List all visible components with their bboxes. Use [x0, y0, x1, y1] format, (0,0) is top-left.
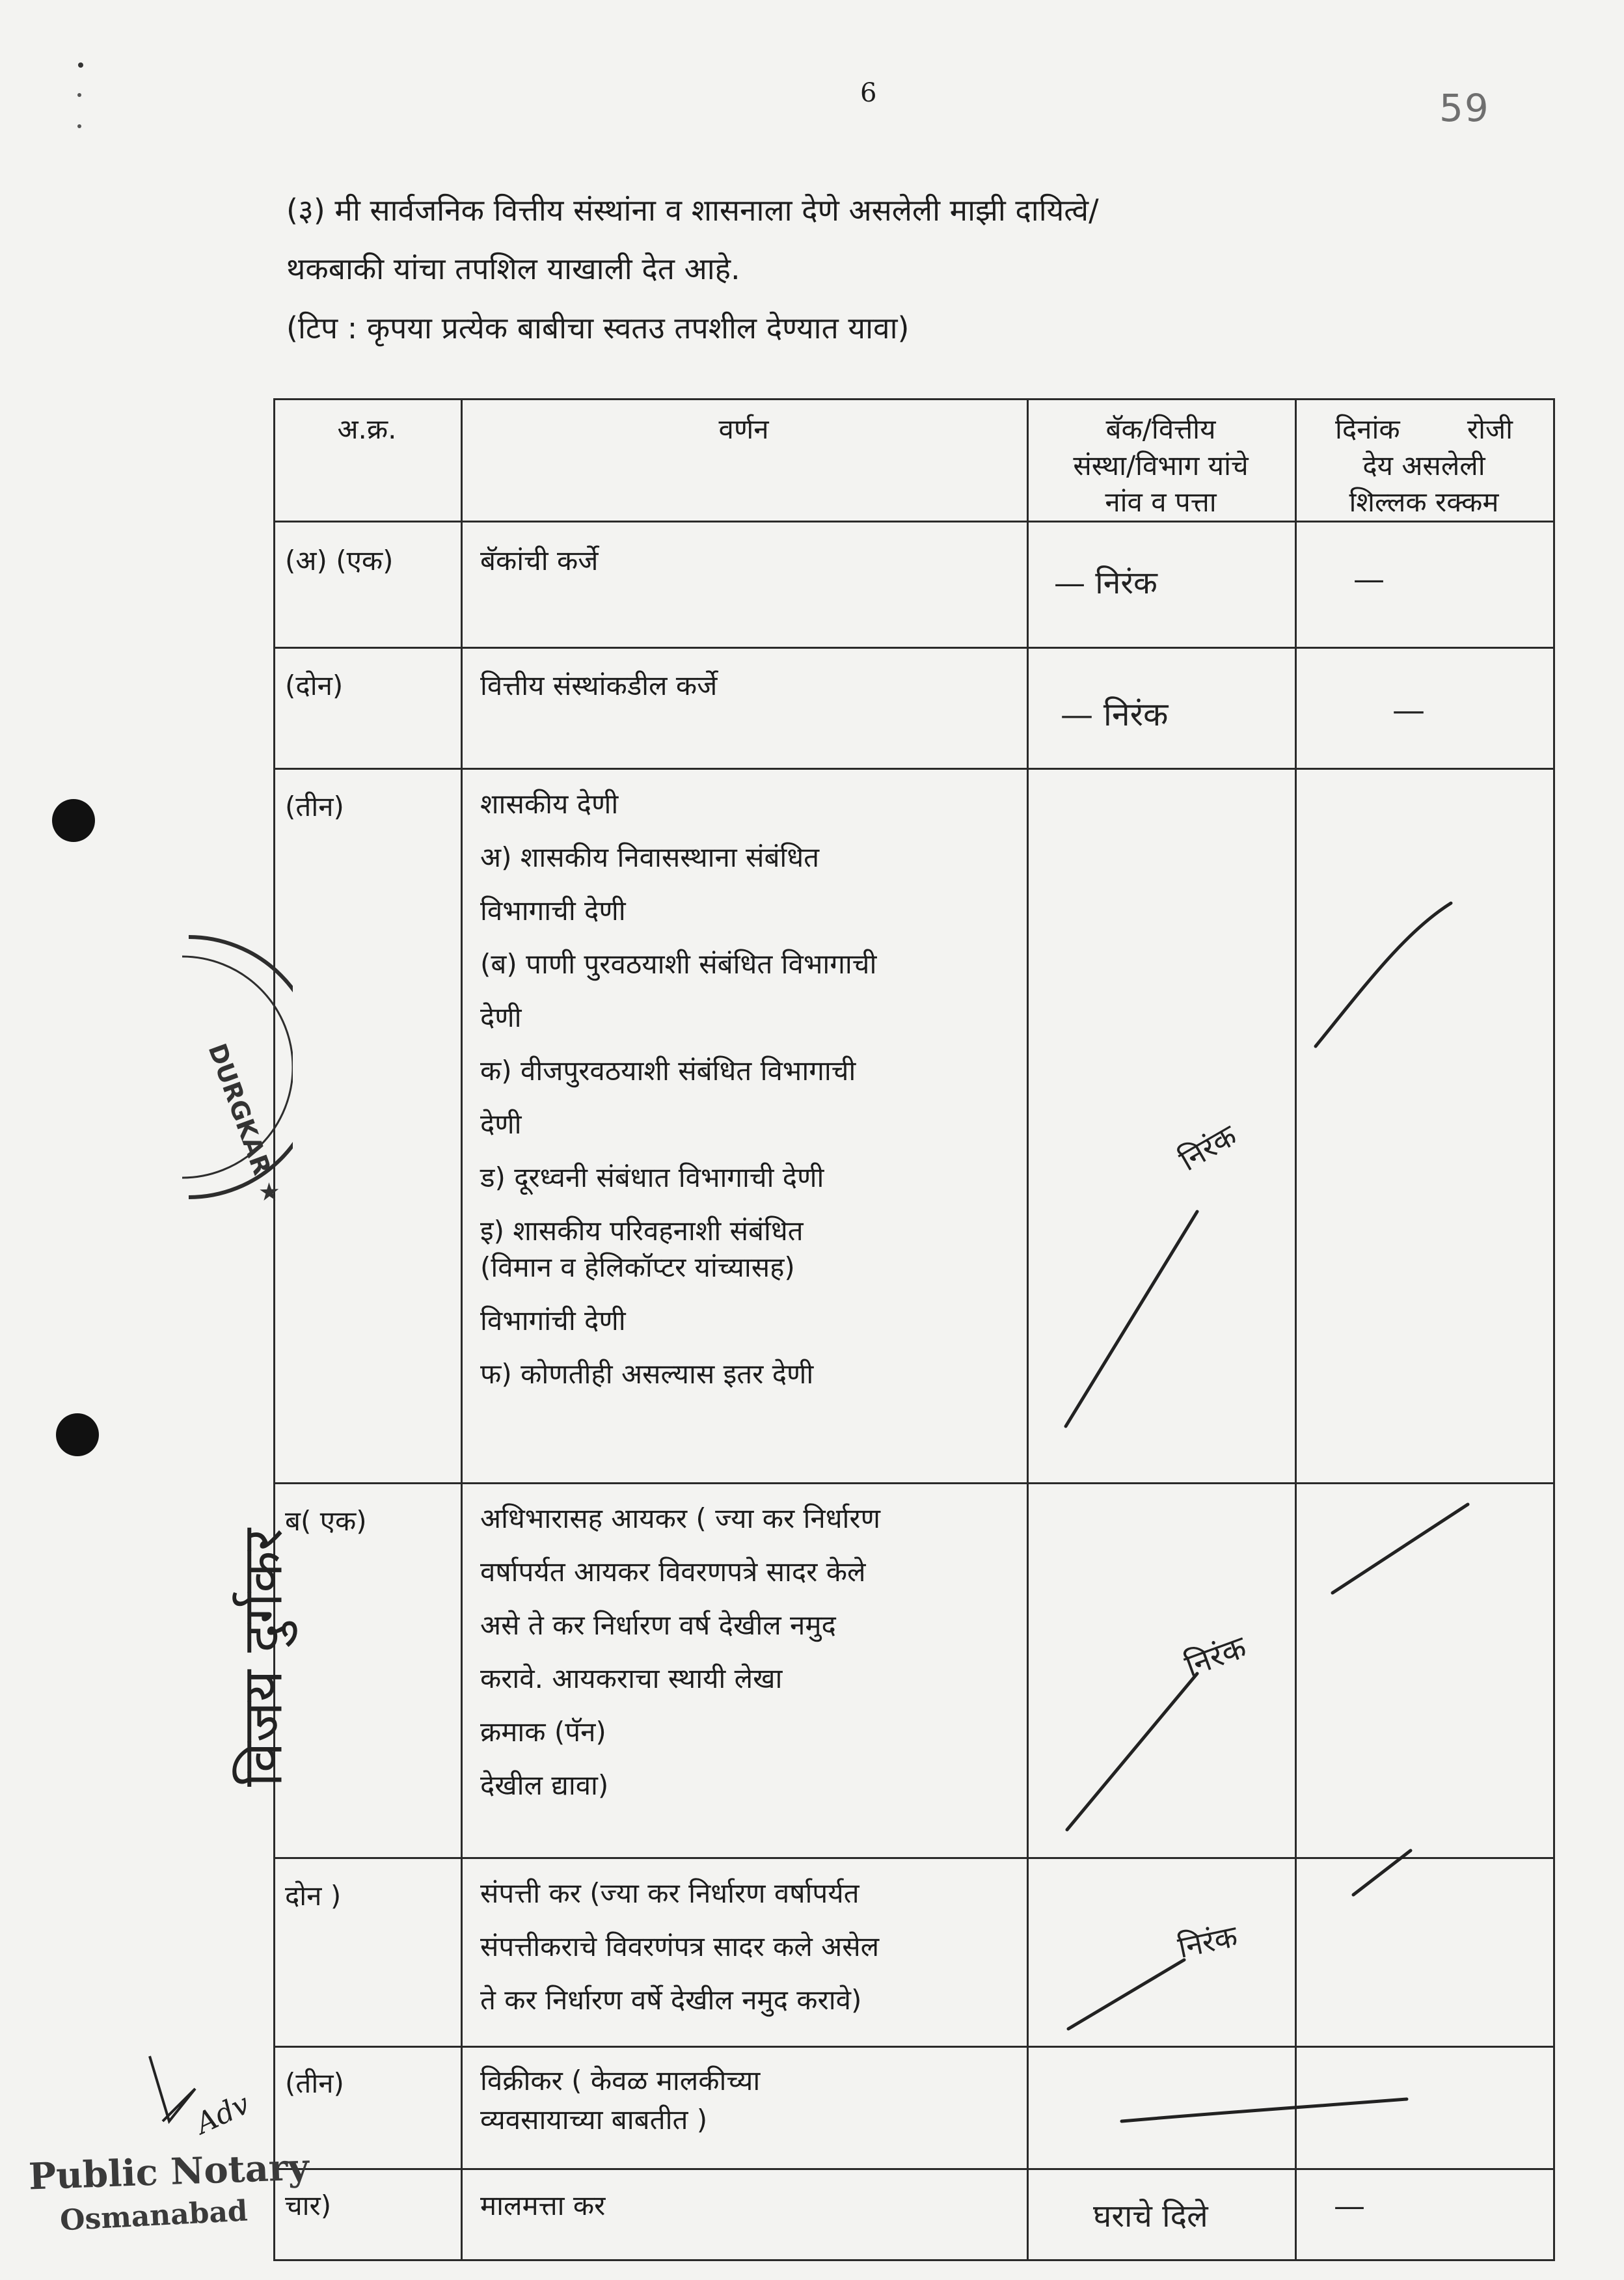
- header-description: वर्णन: [718, 413, 769, 445]
- header-sr: अ.क्र.: [337, 413, 397, 445]
- notary-signature: [124, 2037, 319, 2141]
- row-3-bank: निरंक: [1173, 1117, 1243, 1178]
- intro-paragraph: [286, 181, 1522, 298]
- folio-number: 59: [1439, 86, 1490, 130]
- row-1-sr: (अ) (एक): [285, 545, 394, 577]
- note-text: (टिप : कृपया प्रत्येक बाबीचा स्वतउ तपशील देण्यात यावा): [286, 310, 910, 346]
- row-7-sr: चार): [285, 2190, 332, 2221]
- intro-line-2: थकबाकी यांचा तपशिल याखाली देत आहे.: [286, 251, 740, 286]
- margin-dots: [72, 59, 98, 163]
- row-4-description: अधिभारासह आयकर ( ज्या कर निर्धारण वर्षापर्यत आयकर विवरणपत्रे सादर केले असे ते कर निर्धारण वर्ष देखील नमुद करावे. आयकराचा स्थायी लेखा क्रमाक (पॅन) देखील द्यावा): [480, 1502, 880, 1801]
- row-5-sr: दोन ): [285, 1880, 342, 1912]
- row-3-sr: (तीन): [285, 791, 344, 822]
- row-2-sr: (दोन): [285, 670, 344, 701]
- row-7-bank: घराचे दिले: [1093, 2198, 1208, 2234]
- stamp-text: DURGKAR ★: [202, 1040, 288, 1208]
- header-bank: बॅक/वित्तीय संस्था/विभाग यांचे नांव व पत्ता: [1073, 413, 1249, 518]
- handwritten-strokes: [273, 398, 1555, 2259]
- row-5-bank: निरंक: [1174, 1918, 1241, 1965]
- row-1-amount: —: [1353, 561, 1385, 597]
- row-7-description: मालमत्ता कर: [480, 2190, 606, 2221]
- row-6-sr: (तीन): [285, 2067, 344, 2099]
- notary-place: Osmanabad: [59, 2194, 249, 2238]
- row-2-description: वित्तीय संस्थांकडील कर्जे: [480, 670, 718, 701]
- header-amount: दिनांक रोजी देय असलेली शिल्लक रक्कम: [1334, 413, 1513, 518]
- margin-signature: [91, 1399, 295, 1972]
- row-4-sr: ब( एक): [285, 1505, 367, 1537]
- row-1-description: बॅकांची कर्जे: [480, 545, 599, 577]
- page-number: 6: [860, 78, 877, 108]
- punch-hole-top: [52, 799, 95, 842]
- row-2-amount: —: [1392, 691, 1425, 729]
- row-2-bank: — निरंक: [1061, 696, 1169, 733]
- durgkar-stamp: [78, 917, 293, 1217]
- row-6-description: विक्रीकर ( केवळ मालकीच्या व्यवसायाच्या बाबतीत ): [480, 2065, 761, 2136]
- liabilities-table: [273, 398, 1555, 2259]
- notary-title: Public Notary: [27, 2145, 310, 2199]
- margin-signature-text: विजय दुर्गकर: [230, 1528, 295, 1787]
- row-3-description: शासकीय देणी अ) शासकीय निवासस्थाना संबंधित विभागाची देणी (ब) पाणी पुरवठयाशी संबंधित विभागाची देणी क) वीजपुरवठयाशी संबंधित विभागाची देणी ड) दूरध्वनी संबंधात विभागाची देणी इ) शासकीय परिवहनाशी संबंधित (विमान व हेलिकॉप्टर यांच्यासह) विभागांची देणी फ) कोणतीही असल्यास इतर देणी: [480, 788, 877, 1390]
- intro-line-1: (३) मी सार्वजनिक वित्तीय संस्थांना व शासनाला देणे असलेली माझी दायित्वे/: [286, 193, 1099, 228]
- row-7-amount: —: [1334, 2188, 1365, 2224]
- row-5-description: संपत्ती कर (ज्या कर निर्धारण वर्षापर्यत संपत्तीकराचे विवरणंपत्र सादर कले असेल ते कर निर्धारण वर्षे देखील नमुद करावे): [480, 1877, 880, 2016]
- svg-text:Adv: Adv: [191, 2087, 255, 2141]
- row-4-bank: निरंक: [1180, 1629, 1251, 1685]
- row-1-bank: — निरंक: [1054, 565, 1157, 601]
